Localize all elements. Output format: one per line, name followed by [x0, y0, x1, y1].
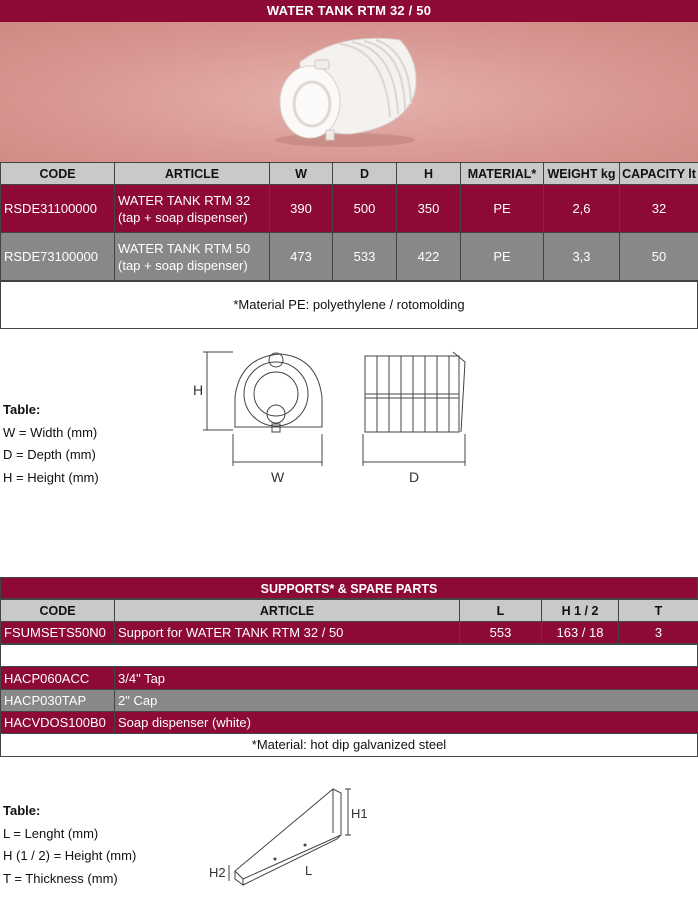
table-row — [1, 233, 698, 281]
column-header: CAPACITY lt — [620, 163, 698, 185]
height-cell: 163 / 18 — [542, 622, 619, 644]
thickness-cell: 3 — [619, 622, 698, 644]
height-cell: 350 — [397, 185, 461, 233]
material-cell: PE — [461, 233, 544, 281]
depth-cell: 500 — [333, 185, 397, 233]
legend-line: D = Depth (mm) — [3, 447, 96, 462]
capacity-cell: 32 — [620, 185, 698, 233]
page-title: WATER TANK RTM 32 / 50 — [0, 0, 698, 22]
weight-cell: 2,6 — [544, 185, 620, 233]
legend-line: H (1 / 2) = Height (mm) — [3, 848, 137, 863]
water-tank-image — [0, 22, 698, 162]
column-header: L — [460, 600, 542, 622]
support-dimension-drawing — [205, 783, 380, 893]
product-photo — [0, 22, 698, 162]
supports-table — [0, 599, 698, 644]
column-header: ARTICLE — [115, 600, 460, 622]
material-note: *Material: hot dip galvanized steel — [0, 733, 698, 757]
dimension-h-label: H — [193, 382, 204, 398]
article-cell — [115, 185, 270, 233]
table-row — [1, 667, 698, 690]
column-header: D — [333, 163, 397, 185]
spare-parts-table — [0, 666, 698, 734]
column-header: CODE — [1, 600, 115, 622]
column-header: WEIGHT kg — [544, 163, 620, 185]
legend-title: Table: — [3, 402, 41, 417]
legend-title: Table: — [3, 803, 41, 818]
dimension-h2-label: H2 — [209, 865, 226, 880]
column-header: T — [619, 600, 698, 622]
capacity-cell: 50 — [620, 233, 698, 281]
legend-line: W = Width (mm) — [3, 424, 98, 440]
column-header: H — [397, 163, 461, 185]
code-cell: HACP030TAP — [1, 690, 115, 712]
article-cell: 3/4" Tap — [115, 667, 698, 690]
tank-table — [0, 162, 698, 281]
article-cell: 2" Cap — [115, 690, 698, 712]
spacer-row — [0, 644, 698, 667]
support-legend — [3, 800, 136, 890]
material-cell: PE — [461, 185, 544, 233]
table-header-row — [1, 600, 698, 622]
weight-cell: 3,3 — [544, 233, 620, 281]
dimension-w-label: W — [271, 469, 285, 485]
tank-dimension-drawing — [185, 342, 485, 492]
column-header: H 1 / 2 — [542, 600, 619, 622]
material-note: *Material PE: polyethylene / rotomolding — [0, 281, 698, 329]
table-row — [1, 622, 698, 644]
table-row — [1, 690, 698, 712]
dimension-d-label: D — [409, 469, 420, 485]
article-note: (tap + soap dispenser) — [118, 257, 248, 273]
article-name: WATER TANK RTM 32 — [118, 192, 251, 208]
column-header: CODE — [1, 163, 115, 185]
column-header: ARTICLE — [115, 163, 270, 185]
column-header: MATERIAL* — [461, 163, 544, 185]
article-cell — [115, 233, 270, 281]
article-cell: Soap dispenser (white) — [115, 712, 698, 734]
height-cell: 422 — [397, 233, 461, 281]
dimension-l-label: L — [305, 863, 313, 878]
depth-cell: 533 — [333, 233, 397, 281]
table-row — [1, 185, 698, 233]
width-cell: 473 — [270, 233, 333, 281]
article-name: WATER TANK RTM 50 — [118, 240, 251, 256]
code-cell: FSUMSETS50N0 — [1, 622, 115, 644]
length-cell: 553 — [460, 622, 542, 644]
code-cell: HACVDOS100B0 — [1, 712, 115, 734]
column-header: W — [270, 163, 333, 185]
article-note: (tap + soap dispenser) — [118, 209, 248, 225]
legend-line: H = Height (mm) — [3, 469, 99, 485]
width-cell: 390 — [270, 185, 333, 233]
dimension-h1-label: H1 — [351, 806, 368, 821]
tank-legend — [3, 399, 99, 489]
table-row — [1, 712, 698, 734]
legend-line: T = Thickness (mm) — [3, 870, 118, 886]
code-cell: HACP060ACC — [1, 667, 115, 690]
table-header-row — [1, 163, 698, 185]
article-cell: Support for WATER TANK RTM 32 / 50 — [115, 622, 460, 644]
section-title: SUPPORTS* & SPARE PARTS — [0, 577, 698, 599]
code-cell: RSDE73100000 — [1, 233, 115, 281]
legend-line: L = Lenght (mm) — [3, 825, 99, 841]
code-cell: RSDE31100000 — [1, 185, 115, 233]
